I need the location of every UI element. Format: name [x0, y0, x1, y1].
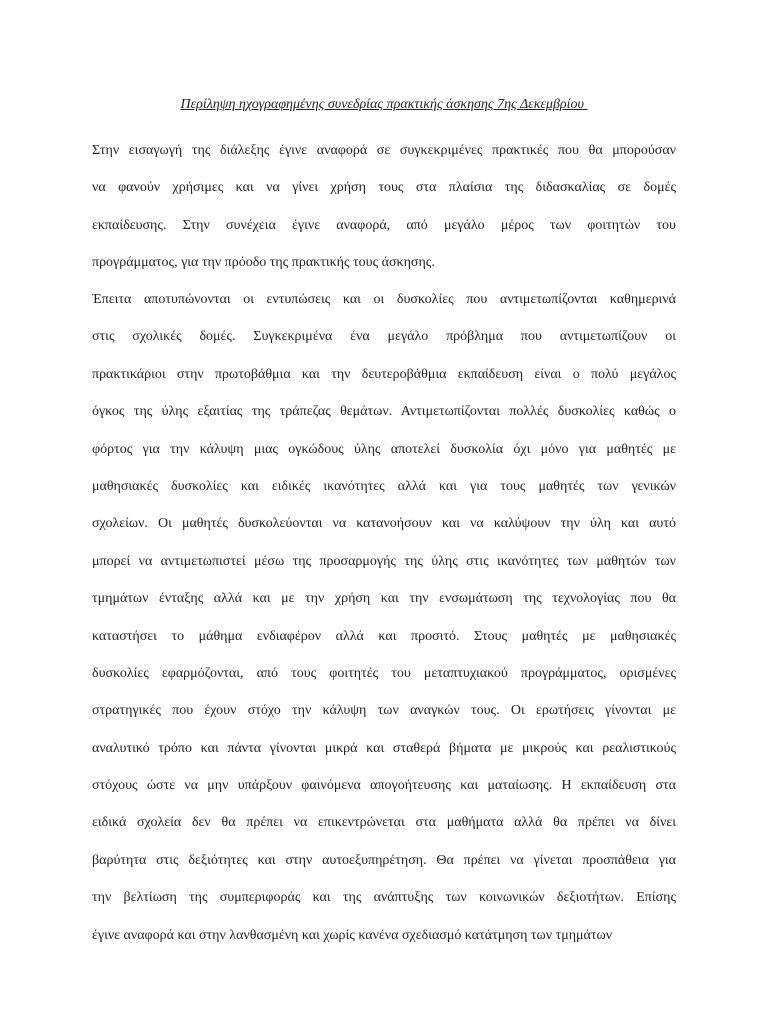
text-line: φόρτος για την κάλυψη μιας ογκώδους ύλης αποτελεί δυσκολία όχι μόνο για μαθητές με — [92, 441, 676, 457]
text-line: όγκος της ύλης εξαιτίας της τράπεζας θεμάτων. Αντιμετωπίζονται πολλές δυσκολίες καθώς ο — [92, 404, 676, 420]
text-line: δυσκολίες εφαρμόζονται, από τους φοιτητές του μεταπτυχιακού προγράμματος, ορισμένες — [92, 665, 676, 681]
text-line: μπορεί να αντιμετωπιστεί μέσω της προσαρμογής της ύλης στις ικανότητες των μαθητών των — [92, 553, 676, 569]
text-line: Έπειτα αποτυπώνονται οι εντυπώσεις και οι δυσκολίες που αντιμετωπίζονται καθημερινά — [92, 292, 676, 307]
text-line: την βελτίωση της συμπεριφοράς και της ανάπτυξης των κοινωνικών δεξιοτήτων. Επίσης — [92, 890, 676, 906]
text-line: να φανούν χρήσιμες και να γίνει χρήση τους στα πλαίσια της διδασκαλίας σε δομές — [92, 180, 676, 196]
text-line: τμημάτων ένταξης αλλά και με την χρήση και την ενσωμάτωση της τεχνολογίας που θα — [92, 591, 676, 607]
document-title: Περίληψη ηχογραφημένης συνεδρίας πρακτικής άσκησης 7ης Δεκεμβρίου — [180, 97, 588, 112]
text-line: ειδικά σχολεία δεν θα πρέπει να επικεντρώνεται στα μαθήματα αλλά θα πρέπει να δίνει — [92, 815, 676, 831]
text-line: εκπαίδευσης. Στην συνέχεια έγινε αναφορά, από μεγάλο μέρος των φοιτητών του — [92, 217, 676, 233]
text-line: Στην εισαγωγή της διάλεξης έγινε αναφορά σε συγκεκριμένες πρακτικές που θα μπορούσαν — [92, 143, 676, 158]
text-line: πρακτικάριοι στην πρωτοβάθμια και την δευτεροβάθμια εκπαίδευση είναι ο πολύ μεγάλος — [92, 366, 676, 382]
paragraph-difficulties — [92, 290, 676, 963]
text-line: έγινε αναφορά και στην λανθασμένη και χωρίς κανένα σχεδιασμό κατάτμηση των τμημάτων — [92, 927, 613, 943]
text-line: αναλυτικό τρόπο και πάντα γίνονται μικρά και σταθερά βήματα με μικρούς και ρεαλιστικούς — [92, 740, 676, 756]
text-line: βαρύτητα στις δεξιότητες και στην αυτοεξυπηρέτηση. Θα πρέπει να γίνεται προσπάθεια για — [92, 852, 676, 868]
text-line: καταστήσει το μάθημα ενδιαφέρον αλλά και προσιτό. Στους μαθητές με μαθησιακές — [92, 628, 676, 644]
text-line: μαθησιακές δυσκολίες και ειδικές ικανότητες αλλά και για τους μαθητές των γενικών — [92, 478, 676, 494]
text-line: στρατηγικές που έχουν στόχο την κάλυψη των αναγκών τους. Οι ερωτήσεις γίνονται με — [92, 703, 676, 719]
text-line: προγράμματος, για την πρόοδο της πρακτικής τους άσκησης. — [92, 255, 435, 271]
text-line: σχολείων. Οι μαθητές δυσκολεύονται να κατανοήσουν και να καλύψουν την ύλη και αυτό — [92, 516, 676, 532]
paragraph-intro — [92, 141, 676, 291]
text-line: στόχους ώστε να μην υπάρξουν φαινόμενα απογοήτευσης και ματαίωσης. Η εκπαίδευση στα — [92, 778, 676, 794]
text-line: στις σχολικές δομές. Συγκεκριμένα ένα μεγάλο πρόβλημα που αντιμετωπίζουν οι — [92, 329, 676, 345]
